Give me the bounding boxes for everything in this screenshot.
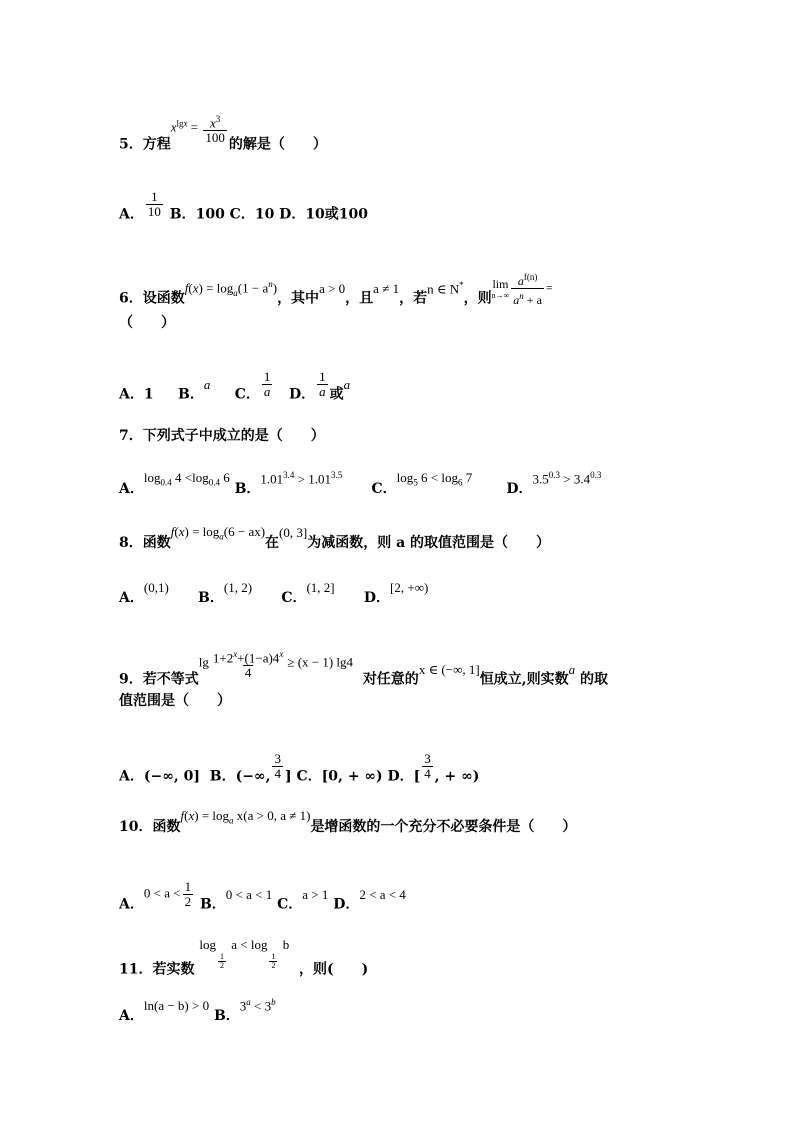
question-9-options: A．(−∞, 0] B．(−∞, $\frac{3}{4}$ ] C．[0, + ∞) D．[ $\frac{3}{4}$ , + ∞)	[119, 751, 480, 785]
question-6: 6．设函数$f(x) = \log_a(1 - a^n)$，其中a > 0，且a ≠ 1，若n ∈ N*，则 lim n→∞ $\frac{a^{f(n)}}{a^n + a}$ =	[119, 272, 553, 307]
question-11: 11．若实数 log $\frac{1}{2}$ a < log $\frac{1}{2}$ b ，则( )	[119, 937, 369, 978]
function-def: $f(x) = \log_a(1 - a^n)$	[184, 279, 278, 298]
log-inequality: log $\frac{1}{2}$ a < log $\frac{1}{2}$ b	[199, 937, 290, 970]
question-number: 5．	[119, 136, 143, 153]
limit-expression: lim n→∞ $\frac{a^{f(n)}}{a^n + a}$ =	[491, 272, 553, 307]
question-8-options: A．(0,1) B．(1, 2) C．(1, 2] D．[2, +∞)	[119, 580, 429, 606]
question-9-line2: 值范围是（ ）	[119, 693, 231, 709]
question-6-paren: （ ）	[119, 315, 175, 331]
question-10: 10．函数$f(x) = \log_a x(a > 0$, a ≠ 1)是增函数的一个充分不必要条件是（ ）	[119, 808, 577, 835]
question-6-options: A．1 B．a C． $\frac{1}{a}$ D． $\frac{1}{a}$ 或a	[119, 369, 351, 403]
question-5-options: A． $\frac{1}{10}$ B．100 C．10 D．10或100	[119, 189, 369, 223]
equation: $x^{lgx}$ = $\frac{x^3}{100}$	[170, 114, 225, 146]
question-9: 9．若不等式lg $\frac{1+2^x+(1-a)4^x}{4}$ ≥ (x − 1) lg4 对任意的x ∈ (−∞, 1]恒成立,则实数a 的取	[119, 649, 608, 688]
inequality: lg $\frac{1+2^x+(1-a)4^x}{4}$ ≥ (x − 1) lg4	[198, 649, 354, 681]
question-7: 7．下列式子中成立的是（ ）	[119, 428, 325, 444]
question-11-options: A．ln(a − b) > 0 B．$3^a < 3^b$	[119, 997, 276, 1024]
question-10-options: A．0 < a < $\frac{1}{2}$ B．0 < a < 1 C．a > 1 D．2 < a < 4	[119, 879, 406, 913]
question-8: 8．函数$f(x) = \log_a(6 - ax)$在(0, 3]为减函数，则 a 的取值范围是（ ）	[119, 524, 551, 551]
fraction: $\frac{1}{10}$	[147, 189, 161, 219]
question-5: 5．方程$x^{lgx}$ = $\frac{x^3}{100}$ 的解是（ ）	[119, 114, 327, 153]
question-7-options: A．$\log_{0.4} 4 <\log_{0.4}$ 6 B．$1.01^{3.4} > 1.01^{3.5}$ C．$\log_5 6 < \log_6 7$ D．$3.5^{0.3} > 3.4^{0.3}$	[119, 470, 602, 497]
